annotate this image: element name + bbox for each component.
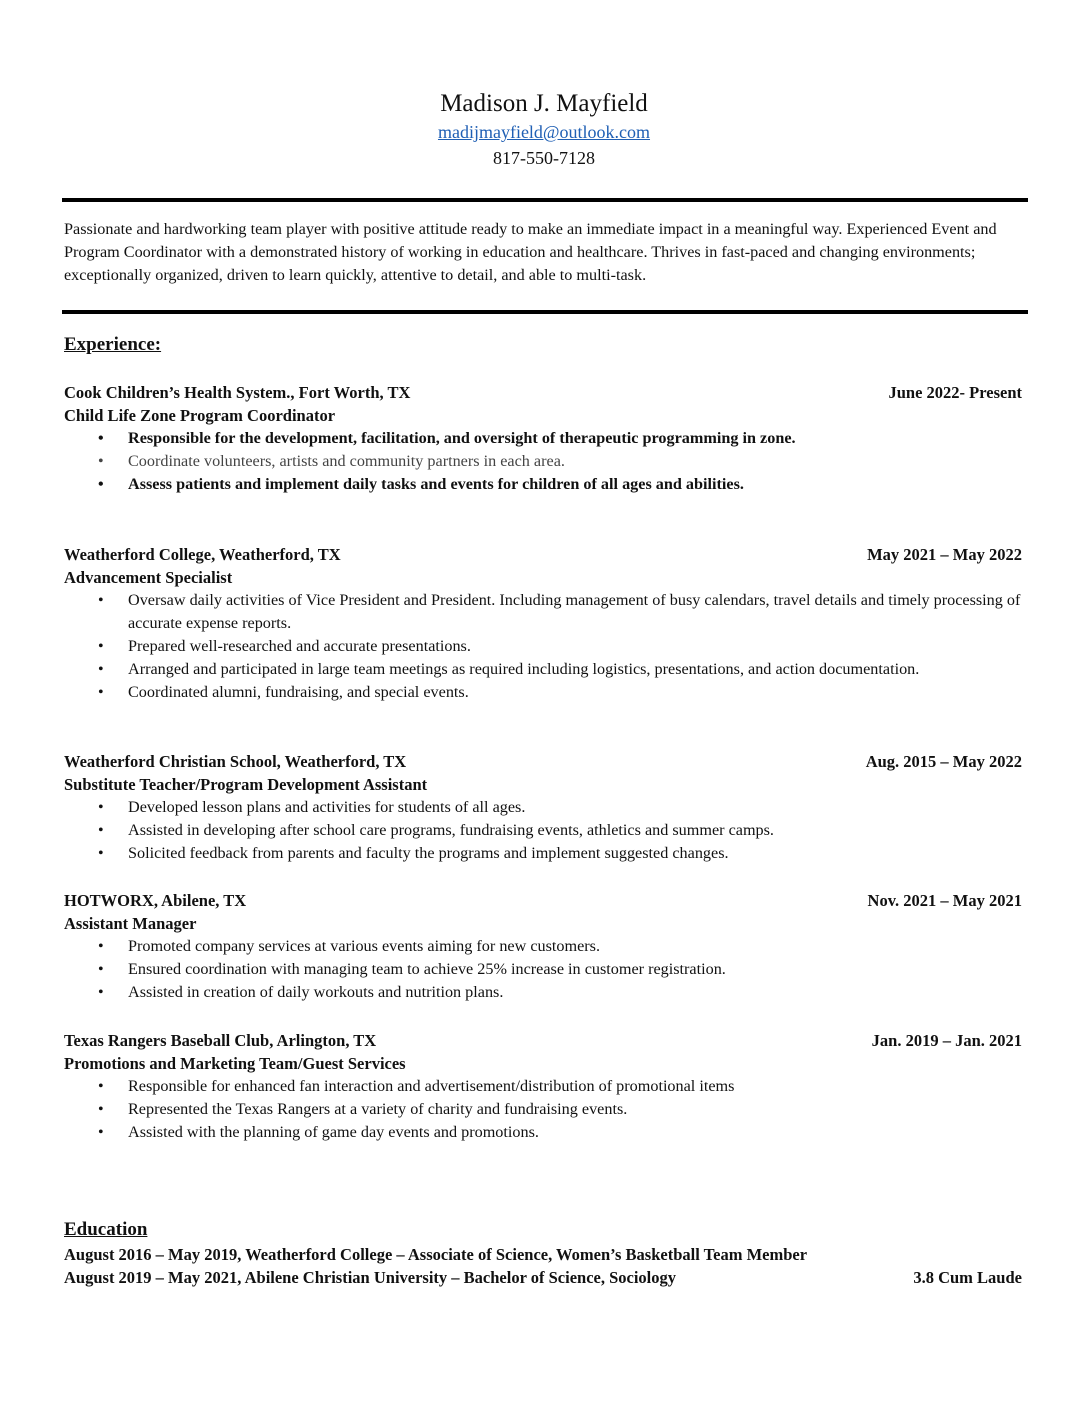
bullet-item: • Assisted with the planning of game day events and promotions.: [64, 1121, 1022, 1144]
top-divider: [62, 198, 1028, 202]
contact-email: [0, 122, 1088, 143]
job-employer: HOTWORX, Abilene, TX: [64, 891, 247, 910]
job-header: [64, 889, 1022, 912]
job-bullets: [64, 427, 1022, 496]
job-dates: May 2021 – May 2022: [867, 545, 1022, 564]
job-employer: Weatherford Christian School, Weatherford, TX: [64, 752, 407, 771]
job-header: [64, 381, 1022, 404]
job-entry: [64, 1029, 1022, 1144]
education-entry: [64, 1243, 1022, 1266]
bullet-item: • Promoted company services at various events aiming for new customers.: [64, 935, 1022, 958]
job-entry: [64, 381, 1022, 496]
job-bullets: [64, 796, 1022, 865]
education-note: 3.8 Cum Laude: [913, 1268, 1022, 1287]
bullet-item: • Assess patients and implement daily tasks and events for children of all ages and abilities.: [64, 473, 1022, 496]
experience-heading: Experience:: [64, 334, 162, 355]
job-header: [64, 543, 1022, 566]
summary-divider: [62, 310, 1028, 314]
education-heading: Education: [64, 1219, 148, 1240]
bullet-item: • Represented the Texas Rangers at a variety of charity and fundraising events.: [64, 1098, 1022, 1121]
job-role: Substitute Teacher/Program Development Assistant: [64, 775, 428, 794]
job-employer: Texas Rangers Baseball Club, Arlington, TX: [64, 1031, 377, 1050]
education-list: [64, 1243, 1022, 1289]
job-bullets: [64, 589, 1022, 704]
job-entry: [64, 750, 1022, 865]
job-header: [64, 750, 1022, 773]
bullet-item: • Solicited feedback from parents and faculty the programs and implement suggested changes.: [64, 842, 1022, 865]
job-entry: [64, 889, 1022, 1004]
contact-phone: 817-550-7128: [493, 148, 595, 168]
bullet-item: • Coordinated alumni, fundraising, and special events.: [64, 681, 1022, 704]
bullet-item: • Prepared well-researched and accurate presentations.: [64, 635, 1022, 658]
education-entry: [64, 1266, 1022, 1289]
bullet-item: • Assisted in developing after school care programs, fundraising events, athletics and summer camps.: [64, 819, 1022, 842]
job-employer: Cook Children’s Health System., Fort Worth, TX: [64, 383, 411, 402]
bullet-item: • Assisted in creation of daily workouts and nutrition plans.: [64, 981, 1022, 1004]
job-bullets: [64, 1075, 1022, 1144]
job-role: Assistant Manager: [64, 914, 197, 933]
bullet-item: • Ensured coordination with managing team to achieve 25% increase in customer registration.: [64, 958, 1022, 981]
bullet-item: • Arranged and participated in large team meetings as required including logistics, presentations, and action documentation.: [64, 658, 1022, 681]
profile-summary: Passionate and hardworking team player with positive attitude ready to make an immediate impact in a meaningful way. Experienced Event and Program Coordinator with a demonstrated history of working in education and healthcare. Thrives in fast-paced and changing environments; exceptionally organized, driven to learn quickly, attentive to detail, and able to multi-task.: [64, 220, 997, 284]
bullet-item: • Oversaw daily activities of Vice President and President. Including management of busy calendars, travel details and timely processing of accurate expense reports.: [64, 589, 1022, 635]
job-entry: [64, 543, 1022, 704]
job-role: Promotions and Marketing Team/Guest Services: [64, 1054, 406, 1073]
bullet-item: • Coordinate volunteers, artists and community partners in each area.: [64, 450, 1022, 473]
job-dates: Jan. 2019 – Jan. 2021: [871, 1031, 1022, 1050]
job-dates: Nov. 2021 – May 2021: [867, 891, 1022, 910]
job-header: [64, 1029, 1022, 1052]
job-dates: June 2022- Present: [888, 383, 1022, 402]
education-text: August 2019 – May 2021, Abilene Christian University – Bachelor of Science, Sociology: [64, 1268, 677, 1287]
job-employer: Weatherford College, Weatherford, TX: [64, 545, 341, 564]
bullet-item: • Responsible for enhanced fan interaction and advertisement/distribution of promotional items: [64, 1075, 1022, 1098]
job-bullets: [64, 935, 1022, 1004]
job-dates: Aug. 2015 – May 2022: [865, 752, 1022, 771]
education-text: August 2016 – May 2019, Weatherford College – Associate of Science, Women’s Basketball Team Member: [64, 1245, 808, 1264]
email-link[interactable]: madijmayfield@outlook.com: [437, 122, 651, 142]
candidate-name: Madison J. Mayfield: [440, 90, 648, 117]
bullet-item: • Developed lesson plans and activities for students of all ages.: [64, 796, 1022, 819]
bullet-item: • Responsible for the development, facilitation, and oversight of therapeutic programming in zone.: [64, 427, 1022, 450]
job-role: Advancement Specialist: [64, 568, 233, 587]
job-role: Child Life Zone Program Coordinator: [64, 406, 336, 425]
